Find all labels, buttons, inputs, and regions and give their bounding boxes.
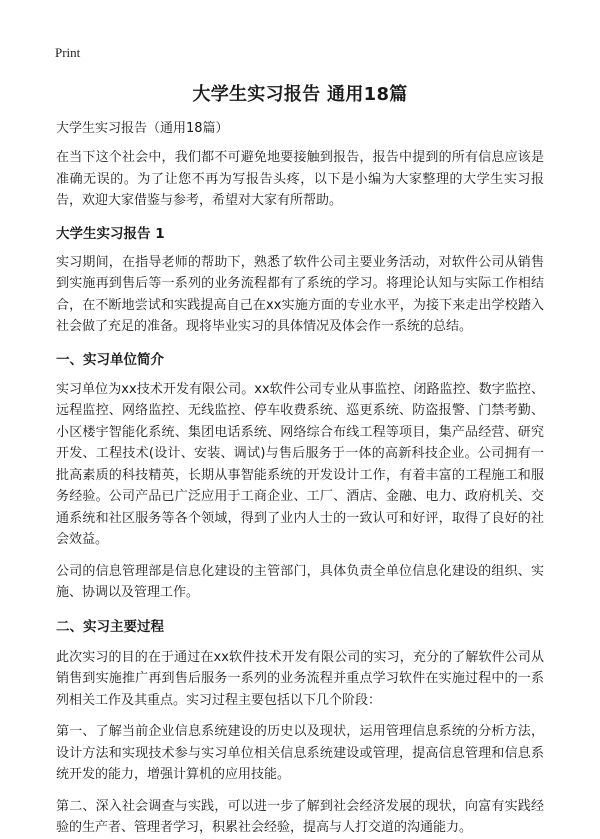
section-unit-heading: 一、实习单位简介 [56,351,164,368]
intro-paragraph: 在当下这个社会中，我们都不可避免地要接触到报告，报告中提到的所有信息应该是准确无误的。为了让您不再为写报告头疼，以下是小编为大家整理的大学生实习报告，欢迎大家借鉴与参考，希望对大家有所帮助。 [56,150,544,208]
print-link[interactable]: Print [55,45,81,60]
section-process-heading: 二、实习主要过程 [56,618,164,635]
section-process-paragraph-1: 此次实习的目的在于通过在xx软件技术开发有限公司的实习，充分的了解软件公司从销售到实施推广再到售后服务一系列的业务流程并重点学习软件在实施过程中的一系列相关工作及其重点。实习过程主要包括以下几个阶段： [56,649,544,708]
section-process-paragraph-2: 第一、了解当前企业信息系统建设的历史以及现状，运用管理信息系统的分析方法，设计方法和实现技术参与实习单位相关信息系统建设或管理，提高信息管理和信息系统开发的能力，增强计算机的应用技能。 [56,724,544,782]
section-unit-paragraph-2: 公司的信息管理部是信息化建设的主管部门，具体负责全单位信息化建设的组织、实施、协调以及管理工作。 [56,563,544,600]
document-subtitle: 大学生实习报告（通用18篇） [56,121,229,136]
report1-heading: 大学生实习报告 1 [56,225,165,242]
section-unit-paragraph-1: 实习单位为xx技术开发有限公司。xx软件公司专业从事监控、闭路监控、数字监控、远程监控、网络监控、无线监控、停车收费系统、巡更系统、防盗报警、门禁考勤、小区楼宇智能化系统、集团电话系统、网络综合布线工程等项目，集产品经营、研究开发、工程技术(设计、安装、调试)与售后服务于一体的高新科技企业。公司拥有一批高素质的科技精英，长期从事智能系统的开发设计工作，有着丰富的工程施工和服务经验。公司产品已广泛应用于工商企业、工厂、酒店、金融、电力、政府机关、交通系统和社区服务等各个领域，得到了业内人士的一致认可和好评，取得了良好的社会效益。 [56,381,544,547]
report1-paragraph: 实习期间，在指导老师的帮助下，熟悉了软件公司主要业务活动，对软件公司从销售到实施再到售后等一系列的业务流程都有了系统的学习。将理论认知与实际工作相结合，在不断地尝试和实践提高自己在xx实施方面的专业水平，为接下来走出学校踏入社会做了充足的准备。现将毕业实习的具体情况及体会作一系统的总结。 [56,254,544,334]
section-process-paragraph-3: 第二、深入社会调查与实践，可以进一步了解到社会经济发展的现状，向富有实践经验的生产者、管理者学习，积累社会经验，提高与人打交道的沟通能力。 [56,798,544,835]
document-title: 大学生实习报告 通用18篇 [192,84,408,105]
